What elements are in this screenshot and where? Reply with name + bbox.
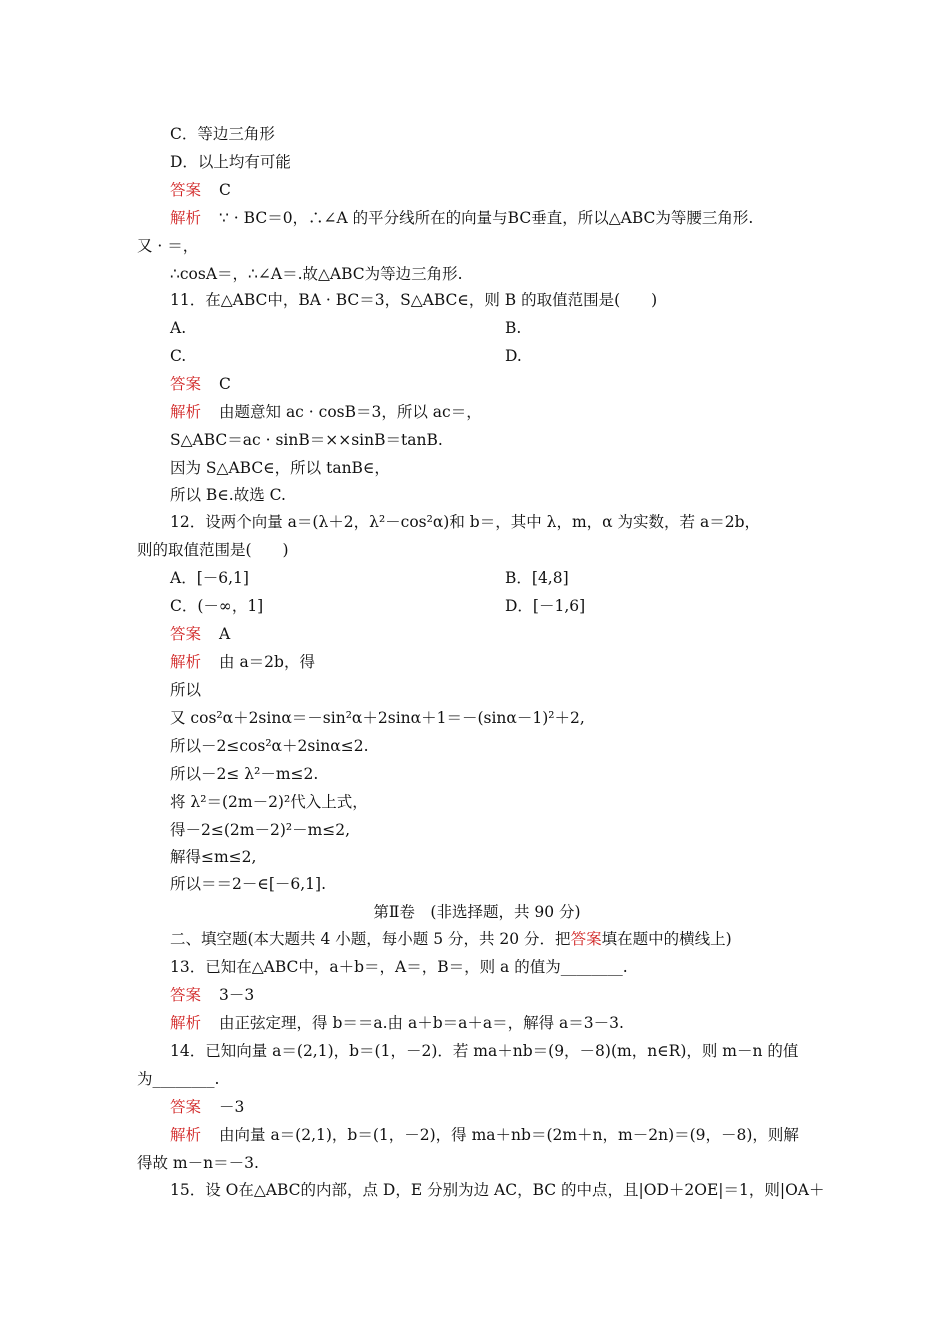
answer-label: 答案 — [170, 1098, 202, 1116]
section-desc-answer-word: 答案 — [570, 930, 602, 948]
q12-analysis-line: 所以 — [170, 681, 202, 699]
q12-options-row — [170, 568, 820, 588]
analysis-text: 由向量 a＝(2,1)，b＝(1，－2)，得 ma＋nb＝(2m＋n，m－2n)＝(9，－8)，则解 — [219, 1126, 799, 1144]
q14-question-line: 为________. — [137, 1070, 220, 1088]
q13-answer — [170, 985, 820, 1005]
q15-question: 15．设 O在△ABC的内部，点 D，E 分别为边 AC，BC 的中点，且|OD＋2OE|＝1，则|OA＋ — [170, 1181, 825, 1199]
answer-label: 答案 — [170, 375, 202, 393]
q11-analysis-line: 所以 B∈.故选 C. — [170, 486, 286, 504]
answer-label: 答案 — [170, 181, 202, 199]
q12-option-d: D．[－1,6] — [505, 597, 586, 615]
answer-value: 3－3 — [219, 986, 255, 1004]
q10-analysis — [170, 208, 820, 228]
q11-option-c: C. — [170, 347, 187, 365]
section-description — [170, 929, 820, 949]
q12-option-c: C．(－∞，1] — [170, 597, 264, 615]
q11-options-row — [170, 346, 820, 366]
section-desc-text: 填在题中的横线上) — [601, 930, 732, 948]
answer-label: 答案 — [170, 625, 202, 643]
q12-answer — [170, 624, 820, 644]
q12-question-line: 则的取值范围是( ) — [137, 541, 289, 559]
q12-analysis-line: 又 cos²α＋2sinα＝－sin²α＋2sinα＋1＝－(sinα－1)²＋2, — [170, 709, 585, 727]
q14-answer — [170, 1097, 820, 1117]
section-title: 第Ⅱ卷 (非选择题，共 90 分) — [373, 903, 581, 921]
q12-option-a: A．[－6,1] — [170, 569, 249, 587]
analysis-text: ∵ · BC＝0，∴∠A 的平分线所在的向量与BC垂直，所以△ABC为等腰三角形. — [219, 209, 754, 227]
answer-value: C — [219, 375, 231, 393]
q11-option-d: D. — [505, 347, 522, 365]
q10-option-d: D．以上均有可能 — [170, 153, 291, 171]
answer-value: A — [219, 625, 231, 643]
q10-answer — [170, 180, 820, 200]
q13-analysis — [170, 1013, 820, 1033]
q12-analysis — [170, 652, 820, 672]
analysis-text: 由 a＝2b，得 — [219, 653, 315, 671]
q10-option-c: C．等边三角形 — [170, 125, 275, 143]
analysis-label: 解析 — [170, 403, 202, 421]
answer-value: C — [219, 181, 231, 199]
analysis-text: 由题意知 ac · cosB＝3，所以 ac＝， — [219, 403, 482, 421]
q12-option-b: B．[4,8] — [505, 569, 569, 587]
q11-analysis — [170, 402, 820, 422]
q11-answer — [170, 374, 820, 394]
q12-analysis-line: 所以－2≤cos²α＋2sinα≤2. — [170, 737, 369, 755]
q10-analysis-line: ∴cosA＝，∴∠A＝.故△ABC为等边三角形. — [170, 265, 463, 283]
q12-analysis-line: 所以＝＝2－∈[－6,1]. — [170, 875, 327, 893]
q11-option-a: A. — [170, 319, 187, 337]
q13-question: 13．已知在△ABC中，a＋b＝，A＝，B＝，则 a 的值为________. — [170, 958, 628, 976]
q11-option-b: B. — [505, 319, 522, 337]
section-desc-text: 二、填空题(本大题共 4 小题，每小题 5 分，共 20 分．把 — [170, 930, 571, 948]
q12-question: 12．设两个向量 a＝(λ＋2，λ²－cos²α)和 b＝，其中 λ，m，α 为实数，若 a＝2b， — [170, 513, 761, 531]
q12-analysis-line: 将 λ²＝(2m－2)²代入上式， — [170, 793, 368, 811]
q10-analysis-line: 又 · ＝， — [137, 237, 199, 255]
q14-analysis-line: 得故 m－n＝－3. — [137, 1154, 259, 1172]
analysis-text: 由正弦定理，得 b＝＝a.由 a＋b＝a＋a＝，解得 a＝3－3. — [219, 1014, 624, 1032]
q12-analysis-line: 所以－2≤ λ²－m≤2. — [170, 765, 319, 783]
answer-value: －3 — [219, 1098, 245, 1116]
q14-question: 14．已知向量 a＝(2,1)，b＝(1，－2)．若 ma＋nb＝(9，－8)(m，n∈R)，则 m－n 的值 — [170, 1042, 799, 1060]
analysis-label: 解析 — [170, 1126, 202, 1144]
q11-options-row — [170, 318, 820, 338]
q12-options-row — [170, 596, 820, 616]
q11-analysis-line: 因为 S△ABC∈，所以 tanB∈， — [170, 459, 390, 477]
analysis-label: 解析 — [170, 1014, 202, 1032]
q11-analysis-line: S△ABC＝ac · sinB＝××sinB＝tanB. — [170, 431, 443, 449]
q11-question: 11．在△ABC中，BA · BC＝3，S△ABC∈，则 B 的取值范围是( ) — [170, 291, 658, 309]
q12-analysis-line: 得－2≤(2m－2)²－m≤2, — [170, 821, 351, 839]
q14-analysis — [170, 1125, 820, 1145]
analysis-label: 解析 — [170, 653, 202, 671]
analysis-label: 解析 — [170, 209, 202, 227]
answer-label: 答案 — [170, 986, 202, 1004]
q12-analysis-line: 解得≤m≤2, — [170, 848, 257, 866]
